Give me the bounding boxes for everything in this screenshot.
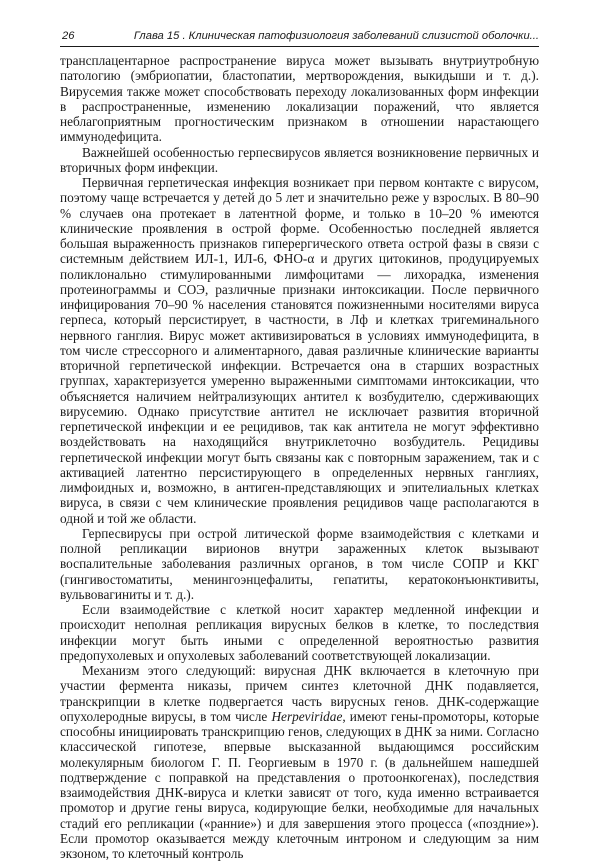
paragraph: Важнейшей особенностью герпесвирусов является возникновение первичных и вторичных форм инфекции.	[60, 144, 539, 175]
paragraph	[60, 663, 539, 861]
paragraph: Первичная герпетическая инфекция возникает при первом контакте с вирусом, поэтому чаще встречается у детей до 5 лет и значительно реже у взрослых. В 80–90 % случаев она протекает в латентной форме, и только в 10–20 % имеются клинические проявления в острой форме. Особенностью последней является большая выраженность признаков гиперергического ответа острой фазы в связи с системным действием ИЛ-1, ИЛ-6, ФНО-α и других цитокинов, продуцируемых поликлонально стимулированными лимфоцитами — лихорадка, изменения протеинограммы и СОЭ, различные признаки интоксикации. После первичного инфицирования 70–90 % населения становятся пожизненными носителями вируса герпеса, который персистирует, в частности, в Лф и клетках тригеминального нервного ганглия. Вирус может активизироваться в условиях иммунодефицита, в том числе стрессорного и алиментарного, давая различные клинические варианты вторичной герпетической инфекции. Встречается она в старших возрастных группах, характеризуется умеренно выраженными симптомами интоксикации, что объясняется наличием нейтрализующих антител к возбудителю, сдерживающих вирусемию. Однако присутствие антител не исключает развития вторичной герпетической инфекции и ее рецидивов, так как антитела не могут эффективно воздействовать на находящийся внутриклеточно возбудитель. Рецидивы герпетической инфекции могут быть связаны как с повторным заражением, так и с активацией латентно персистирующего в определенных нервных ганглиях, лимфоидных и, возможно, в антиген-представляющих и эпителиальных клетках вируса, в связи с чем клинические проявления рецидивов чаще располагаются в одной и той же области.	[60, 175, 539, 526]
page-number: 26	[62, 30, 75, 42]
paragraph: Если взаимодействие с клеткой носит характер медленной инфекции и происходит неполная репликация вирусных белков в клетке, то последствия инфекции могут быть иными с определенной вероятностью развития предопухолевых и опухолевых заболеваний соответствующей локализации.	[60, 602, 539, 663]
page-header	[60, 28, 539, 47]
running-title: Глава 15 . Клиническая патофизиология заболеваний слизистой оболочки...	[133, 30, 539, 42]
paragraph-text-after-italic: , имеют гены-промоторы, которые способны инициировать транскрипцию генов, следующих в ДНК за ними. Согласно классической гипотезе, впервые высказанной выдающимся российским молекулярным биологом Г. П. Георгиевым в 1970 г. (в дальнейшем нашедшей подтверждение с поправкой на представления о протоонкогенах), последствия взаимодействия ДНК-вируса и клетки зависят от того, куда именно встраивается промотор и другие гены вируса, кодирующие белки, необходимые для начальных стадий его репликации («ранние») и для завершения этого процесса («поздние»). Если промотор оказывается между клеточным интроном и следующим за ним экзоном, то клеточный контроль	[60, 708, 539, 861]
paragraph-text-before-italic: Механизм этого следующий: вирусная ДНК включается в клеточную при участии фермента никазы, причем синтез клеточной ДНК подавляется, транскрипции в клетке подвергается часть вирусных генов. ДНК-содержащие опухолеродные вирусы, в том числе	[60, 663, 539, 724]
italic-taxon-name: Herpeviridae	[271, 708, 343, 724]
paragraph: трансплацентарное распространение вируса может вызывать внутриутробную патологию (эмбриопатии, бластопатии, мертворождения, выкидыши и т. д.). Вирусемия также может способствовать переходу локализованных форм инфекции в распространенные, изменению локализации поражений, что является неблагоприятным прогностическим признаком в отношении нарастающего иммунодефицита.	[60, 53, 539, 145]
body-text	[60, 53, 539, 861]
paragraph: Герпесвирусы при острой литической форме взаимодействия с клетками и полной репликации вирионов внутри зараженных клеток вызывают воспалительные заболевания различных органов, в том числе СОПР и ККГ (гингивостоматиты, менингоэнцефалиты, гепатиты, кератоконъюнктивиты, вульвовагиниты и т. д.).	[60, 525, 539, 602]
